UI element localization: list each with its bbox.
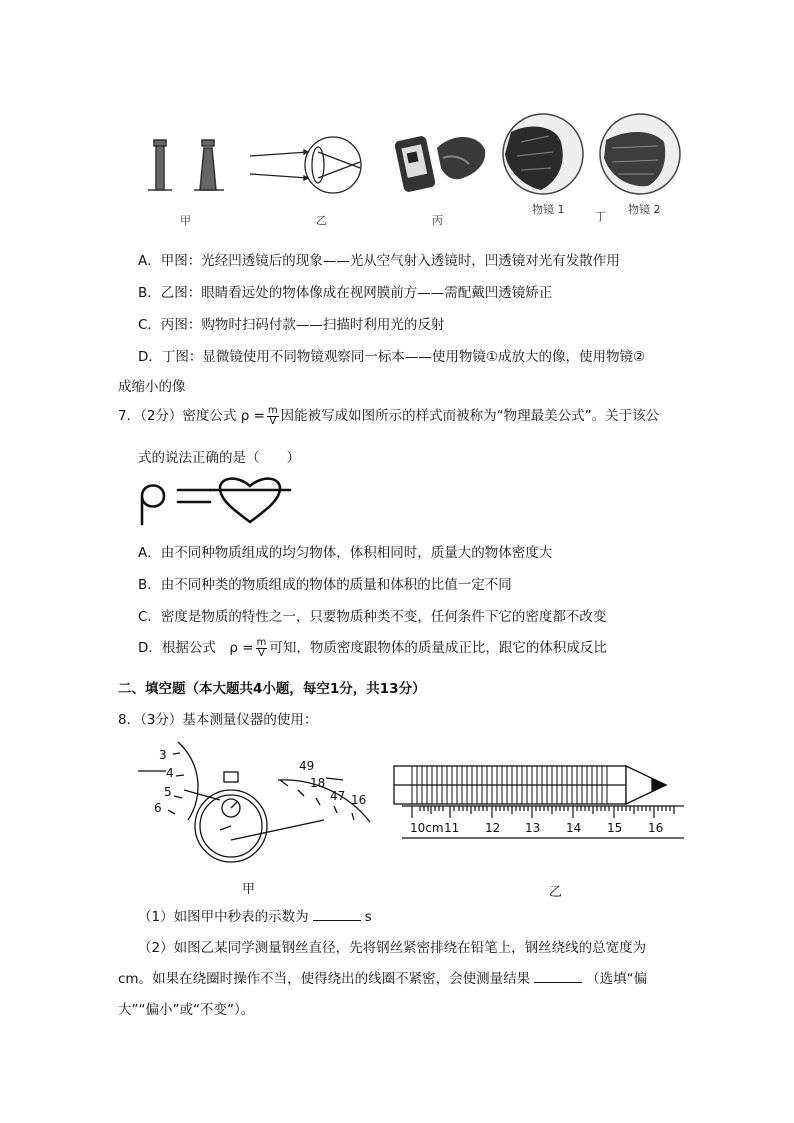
stopwatch-big-tick-18: 18 xyxy=(310,776,326,790)
caption-objective-2: 物镜 2 xyxy=(628,203,661,216)
q7-option-d-fraction xyxy=(256,638,268,659)
q6-option-b: B．乙图：眼睛看远处的物体像成在视网膜前方——需配戴凹透镜矫正 xyxy=(138,285,553,301)
caption-fig-jia: 甲 xyxy=(242,882,256,897)
q8-sub2-line1: （2）如图乙某同学测量钢丝直径，先将钢丝紧密排绕在铅笔上，钢丝绕线的总宽度为 xyxy=(138,940,647,956)
q8-sub2-suffix: （选填“偏 xyxy=(586,971,648,987)
heart-formula-figure xyxy=(138,476,308,526)
caption-bing: 丙 xyxy=(432,214,443,227)
q6-option-d-cont: 成缩小的像 xyxy=(118,379,186,395)
q6-option-d: D．丁图：显微镜使用不同物镜观察同一标本——使用物镜①成放大的像，使用物镜② xyxy=(138,349,646,365)
q8-sub1-prefix: （1）如图甲中秒表的示数为 xyxy=(138,909,309,925)
caption-jia: 甲 xyxy=(180,214,191,227)
stopwatch-figure xyxy=(138,740,378,860)
eye-diagram xyxy=(248,130,373,200)
stopwatch-small-tick-4: 4 xyxy=(166,766,174,780)
ruler-tick-13: 13 xyxy=(525,821,541,835)
q7-d-frac-den: V xyxy=(258,647,265,659)
q8-sub2-line3: 大”“偏小”或“不变”）。 xyxy=(118,1002,255,1018)
q7-option-d-suffix: 可知，物质密度跟物体的质量成正比，跟它的体积成反比 xyxy=(269,640,607,656)
pencil-ruler-figure xyxy=(392,760,692,840)
stopwatch-big-tick-16: 16 xyxy=(351,793,367,807)
q8-sub2-line2 xyxy=(118,967,647,987)
caption-ding: 丁 xyxy=(595,210,606,223)
q7-option-b: B．由不同种类的物质组成的物体的质量和体积的比值一定不同 xyxy=(138,577,512,593)
q7-d-frac-num: m xyxy=(256,636,267,648)
ruler-tick-15: 15 xyxy=(607,821,623,835)
ruler-tick-10cm: 10cm xyxy=(410,821,444,835)
stopwatch-big-tick-49: 49 xyxy=(299,759,315,773)
q7-stem-suffix: 因能被写成如图所示的样式而被称为“物理最美公式”。关于该公 xyxy=(280,408,660,424)
ruler-tick-14: 14 xyxy=(566,821,582,835)
q8-sub1 xyxy=(138,905,372,925)
q6-option-a: A．甲图：光经凹透镜后的现象——光从空气射入透镜时，凹透镜对光有发散作用 xyxy=(138,253,620,269)
caption-yi: 乙 xyxy=(316,214,327,227)
q7-frac-num: m xyxy=(267,404,278,416)
caption-objective-1: 物镜 1 xyxy=(532,203,565,216)
q7-fraction xyxy=(267,406,279,427)
q8-sub1-unit: s xyxy=(364,909,372,925)
q7-option-c: C．密度是物质的特性之一，只要物质种类不变，任何条件下它的密度都不改变 xyxy=(138,609,607,625)
stopwatch-small-tick-5: 5 xyxy=(164,785,172,799)
phone-scan-figure xyxy=(393,128,488,198)
microscope-objective-1 xyxy=(501,112,585,196)
q8-sub1-blank[interactable] xyxy=(313,908,361,921)
q7-option-d xyxy=(138,636,607,659)
q7-stem xyxy=(118,404,659,427)
stopwatch-small-tick-3: 3 xyxy=(159,748,167,762)
q7-option-d-prefix: D．根据公式 ρ = xyxy=(138,640,254,656)
q6-option-c: C．丙图：购物时扫码付款——扫描时利用光的反射 xyxy=(138,317,445,333)
q7-stem-line2: 式的说法正确的是（ ） xyxy=(138,450,300,466)
q8-stem: 8．（3分）基本测量仪器的使用： xyxy=(118,712,318,728)
stopwatch-big-tick-47: 47 xyxy=(330,789,346,803)
stopwatch-small-tick-6: 6 xyxy=(154,801,162,815)
q7-stem-prefix: 7．（2分）密度公式 ρ = xyxy=(118,408,265,424)
q8-sub2-prefix: cm。如果在绕圈时操作不当，使得绕出的线圈不紧密，会使测量结果 xyxy=(118,971,531,987)
concave-lens-figure xyxy=(140,128,230,198)
q7-frac-den: V xyxy=(269,415,277,427)
q7-option-a: A．由不同种物质组成的均匀物体，体积相同时，质量大的物体密度大 xyxy=(138,545,553,561)
section-title: 二、填空题（本大题共4小题，每空1分，共13分） xyxy=(118,681,426,697)
microscope-objective-2 xyxy=(598,112,682,196)
q8-sub2-blank[interactable] xyxy=(534,970,582,983)
ruler-tick-16: 16 xyxy=(648,821,664,835)
caption-fig-yi: 乙 xyxy=(549,885,563,900)
ruler-tick-12: 12 xyxy=(485,821,501,835)
ruler-tick-11: 11 xyxy=(444,821,460,835)
